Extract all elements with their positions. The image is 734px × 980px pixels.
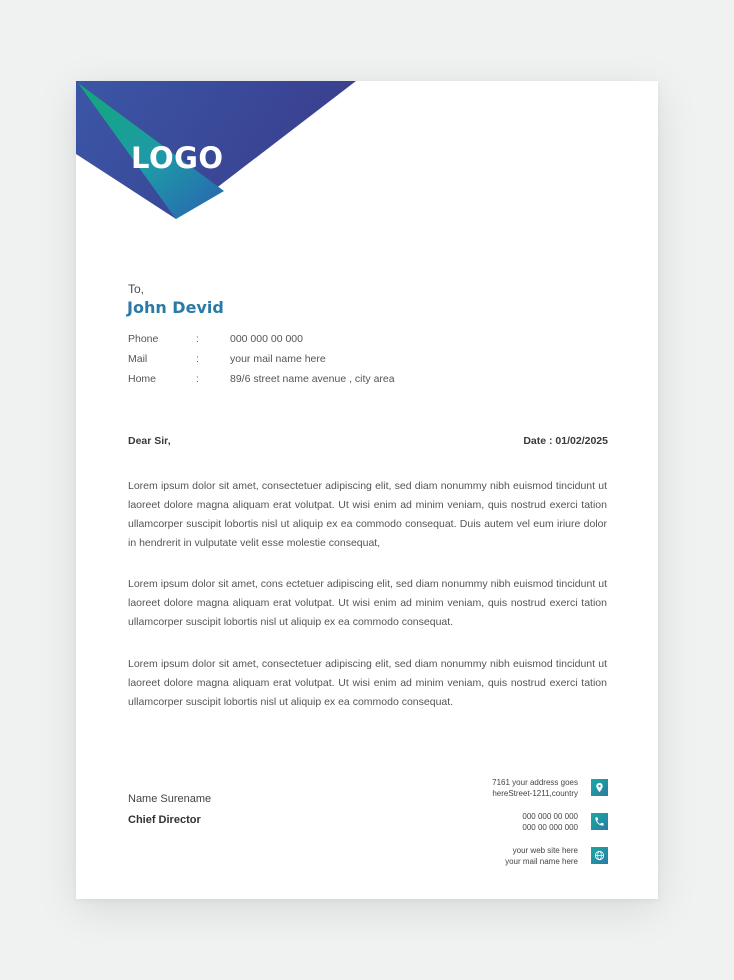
contact-separator: : bbox=[196, 333, 199, 345]
footer-phone-line: 000 00 000 000 bbox=[522, 822, 578, 832]
footer-web-line: your web site here bbox=[512, 846, 578, 855]
contact-label: Mail bbox=[128, 353, 148, 365]
footer-address bbox=[408, 778, 608, 800]
signer-name: Name Surename bbox=[128, 793, 212, 805]
footer-phone-line: 000 000 00 000 bbox=[522, 812, 578, 821]
footer-phone bbox=[408, 812, 608, 834]
phone-icon bbox=[591, 813, 608, 830]
globe-icon bbox=[591, 847, 608, 864]
footer-web-line: your mail name here bbox=[505, 856, 578, 866]
recipient-name: John Devid bbox=[127, 298, 224, 317]
contact-row-mail bbox=[128, 353, 528, 367]
location-pin-icon bbox=[591, 779, 608, 796]
contact-value: 000 000 00 000 bbox=[230, 333, 303, 345]
footer-phone-text bbox=[522, 812, 578, 833]
footer-address-line: hereStreet-1211,country bbox=[492, 788, 578, 798]
footer-address-text bbox=[492, 778, 578, 799]
to-label: To, bbox=[128, 282, 145, 296]
letter-date: Date : 01/02/2025 bbox=[523, 435, 608, 447]
letterhead-page bbox=[76, 81, 658, 899]
salutation: Dear Sir, bbox=[128, 435, 171, 447]
contact-separator: : bbox=[196, 353, 199, 365]
signer-title: Chief Director bbox=[128, 814, 201, 826]
body-paragraph: Lorem ipsum dolor sit amet, consectetuer adipiscing elit, sed diam nonummy nibh euismod tincidunt ut laoreet dolore magna aliquam erat volutpat. Ut wisi enim ad minim veniam, quis nostrud exerci tation ullamcorper suscipit lobortis nisl ut aliquip ex ea commodo consequat. bbox=[128, 658, 607, 708]
footer-address-line: 7161 your address goes bbox=[492, 778, 578, 787]
contact-separator: : bbox=[196, 373, 199, 385]
footer-web bbox=[408, 846, 608, 868]
contact-label: Phone bbox=[128, 333, 159, 345]
contact-value: 89/6 street name avenue , city area bbox=[230, 373, 395, 385]
contact-label: Home bbox=[128, 373, 157, 385]
contact-row-home bbox=[128, 373, 528, 387]
contact-value: your mail name here bbox=[230, 353, 326, 365]
contact-row-phone bbox=[128, 333, 528, 347]
body-paragraph: Lorem ipsum dolor sit amet, consectetuer adipiscing elit, sed diam nonummy nibh euismod tincidunt ut laoreet dolore magna aliquam erat volutpat. Ut wisi enim ad minim veniam, quis nostrud exerci tation ullamcorper suscipit lobortis nisl ut aliquip ex ea commodo consequat. Duis autem vel eum iriure dolor in hendrerit in vulputate velit esse molestie consequat, bbox=[128, 480, 607, 549]
logo: LOGO bbox=[131, 141, 224, 175]
body-paragraph: Lorem ipsum dolor sit amet, cons ectetuer adipiscing elit, sed diam nonummy nibh euismod tincidunt ut laoreet dolore magna aliquam erat volutpat. Ut wisi enim ad minim veniam, quis nostrud exerci tation ullamcorper suscipit lobortis nisl ut aliquip ex ea commodo consequat. bbox=[128, 578, 607, 628]
footer-web-text bbox=[505, 846, 578, 867]
